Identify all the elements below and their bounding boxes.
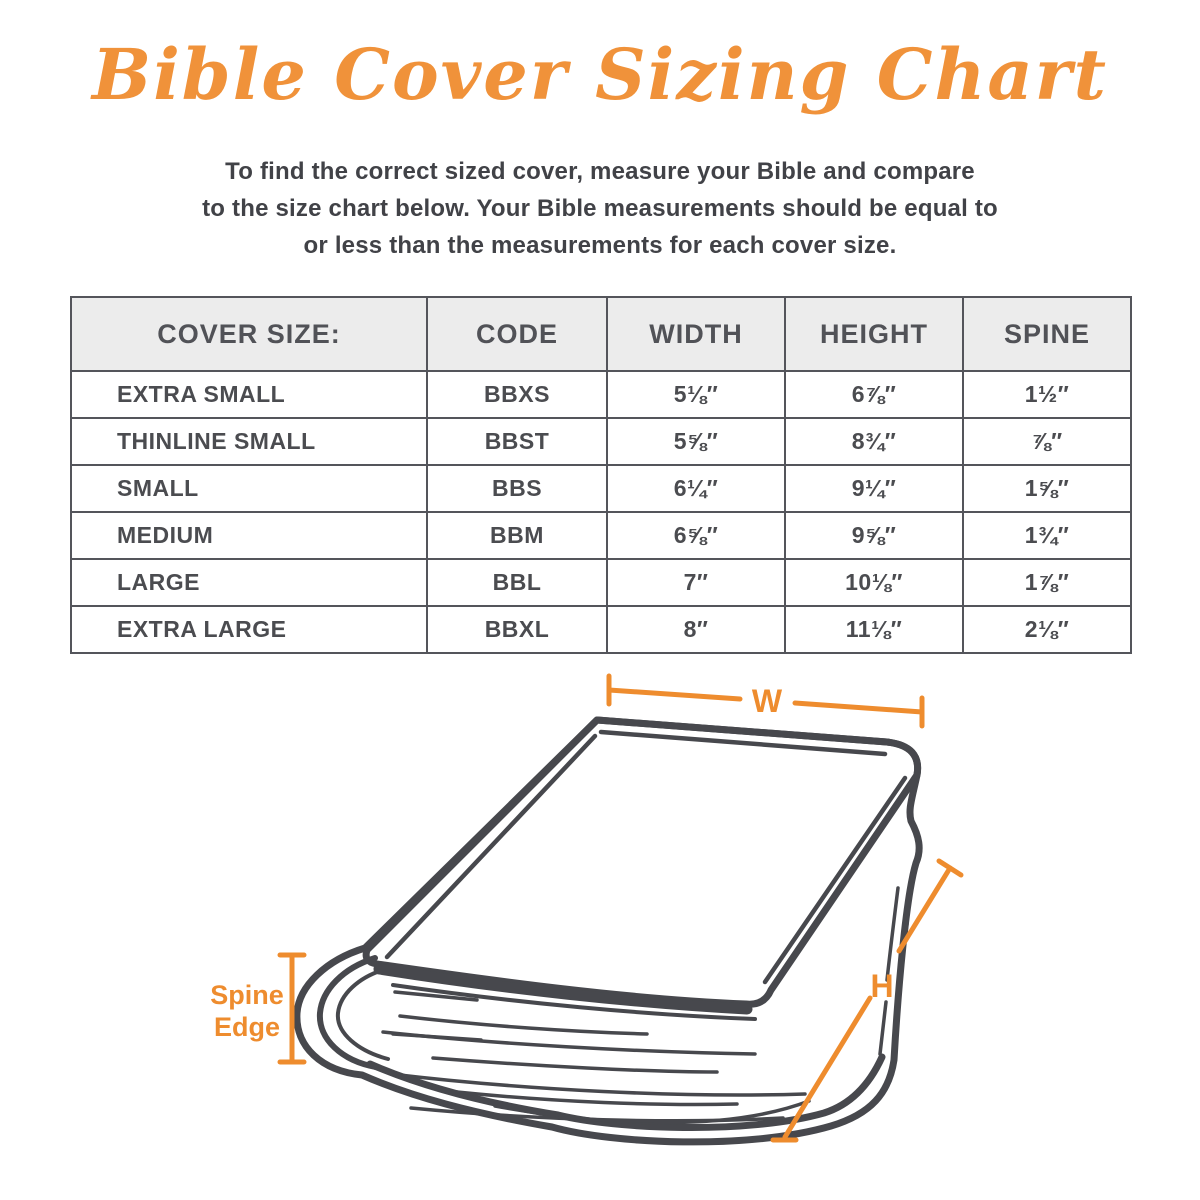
spine-edge-label-line1: Spine: [210, 980, 284, 1010]
height-label: H: [870, 968, 894, 1004]
size-cell: LARGE: [71, 559, 427, 606]
width-cell: 6⅝″: [607, 512, 785, 559]
header-height: HEIGHT: [785, 297, 963, 371]
width-cell: 5⅛″: [607, 371, 785, 418]
code-cell: BBS: [427, 465, 607, 512]
spine-cell: 1⅞″: [963, 559, 1131, 606]
table-row: [71, 418, 1131, 465]
height-cell: 10⅛″: [785, 559, 963, 606]
table-row: [71, 371, 1131, 418]
header-spine: SPINE: [963, 297, 1131, 371]
spine-cell: 2⅛″: [963, 606, 1131, 653]
size-cell: MEDIUM: [71, 512, 427, 559]
width-cell: 7″: [607, 559, 785, 606]
header-code: CODE: [427, 297, 607, 371]
table-row: [71, 465, 1131, 512]
spine-curl-inner: [338, 969, 388, 1059]
code-cell: BBXS: [427, 371, 607, 418]
code-cell: BBM: [427, 512, 607, 559]
width-cell: 8″: [607, 606, 785, 653]
height-cell: 9⅝″: [785, 512, 963, 559]
intro-line-1: To find the correct sized cover, measure your Bible and compare: [225, 158, 975, 185]
table-header-row: [71, 297, 1131, 371]
spine-cell: ⅞″: [963, 418, 1131, 465]
code-cell: BBL: [427, 559, 607, 606]
book-measurement-diagram: [195, 660, 1055, 1200]
intro-line-3: or less than the measurements for each cover size.: [303, 232, 897, 259]
size-cell: EXTRA SMALL: [71, 371, 427, 418]
spine-cell: 1½″: [963, 371, 1131, 418]
cover-size-table: [70, 296, 1132, 654]
intro-paragraph: [0, 153, 1200, 264]
height-cell: 6⅞″: [785, 371, 963, 418]
height-dimension-line: [773, 861, 961, 1140]
height-cell: 8¾″: [785, 418, 963, 465]
spine-cell: 1⅝″: [963, 465, 1131, 512]
intro-line-2: to the size chart below. Your Bible measurements should be equal to: [202, 195, 998, 222]
code-cell: BBXL: [427, 606, 607, 653]
table-row: [71, 606, 1131, 653]
header-cover-size: COVER SIZE:: [71, 297, 427, 371]
height-cell: 9¼″: [785, 465, 963, 512]
width-cell: 6¼″: [607, 465, 785, 512]
book-drawing: [297, 720, 919, 1142]
size-cell: THINLINE SMALL: [71, 418, 427, 465]
spine-cell: 1¾″: [963, 512, 1131, 559]
page-title: Bible Cover Sizing Chart: [92, 33, 1108, 116]
height-cell: 11⅛″: [785, 606, 963, 653]
width-cell: 5⅝″: [607, 418, 785, 465]
table-row: [71, 512, 1131, 559]
spine-edge-label-line2: Edge: [213, 1012, 281, 1042]
code-cell: BBST: [427, 418, 607, 465]
size-cell: EXTRA LARGE: [71, 606, 427, 653]
size-cell: SMALL: [71, 465, 427, 512]
width-label: W: [751, 683, 783, 719]
table-row: [71, 559, 1131, 606]
header-width: WIDTH: [607, 297, 785, 371]
